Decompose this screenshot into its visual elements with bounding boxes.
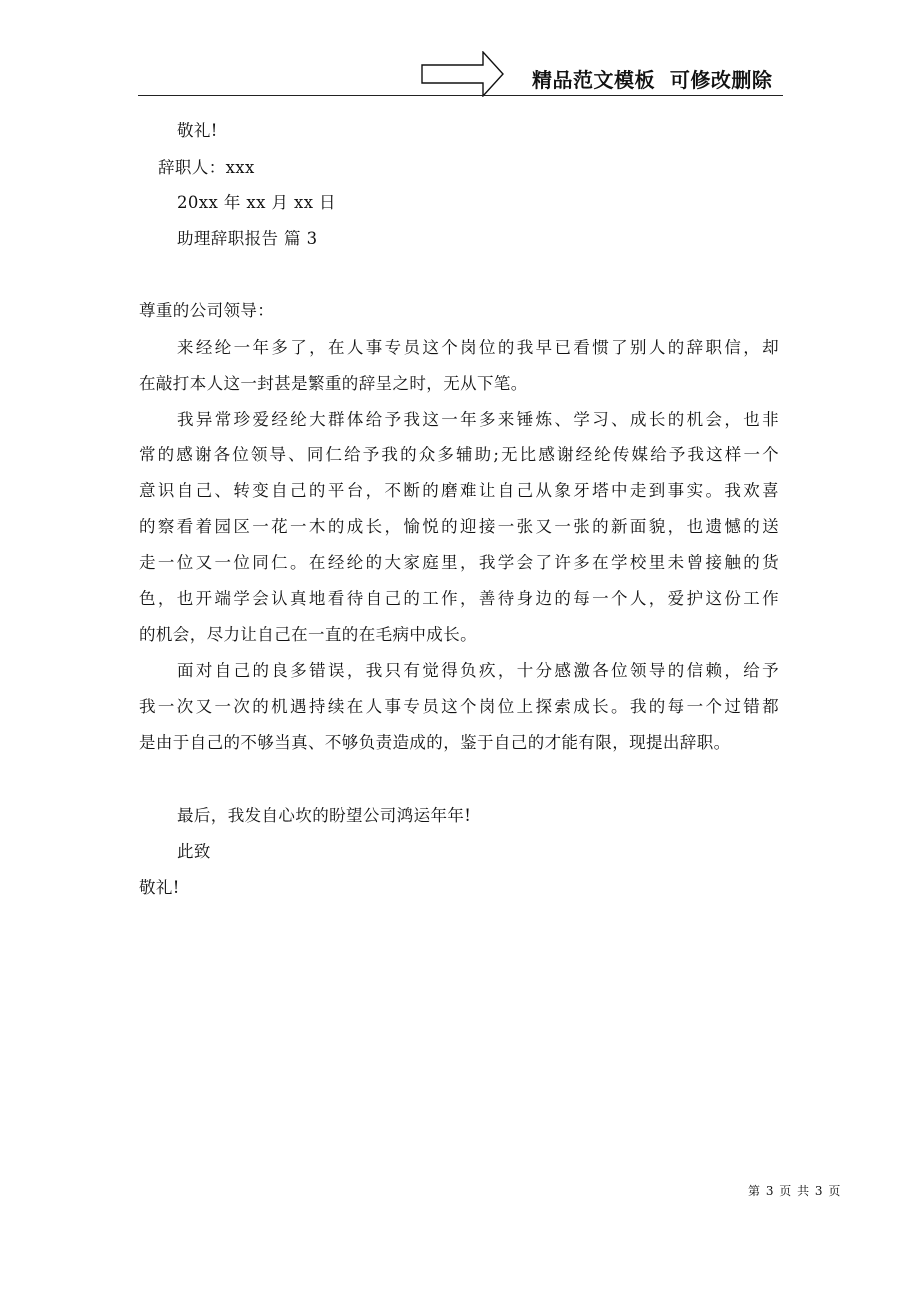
header-title: 精品范文模板 可修改删除 (532, 68, 773, 92)
date: 20xx 年 xx 月 xx 日 (177, 193, 336, 212)
section-title: 助理辞职报告 篇 3 (177, 229, 318, 248)
paragraph-line: 常的感谢各位领导、同仁给予我的众多辅助;无比感谢经纶传媒给予我这样一个 (139, 445, 779, 464)
arrow-right-icon (421, 51, 505, 97)
ci-zhi: 此致 (177, 842, 211, 861)
paragraph-line: 面对自己的良多错误，我只有觉得负疚，十分感激各位领导的信赖，给予 (177, 661, 779, 680)
salute-bottom: 敬礼! (139, 878, 180, 897)
paragraph-line: 的察看着园区一花一木的成长，愉悦的迎接一张又一张的新面貌，也遗憾的送 (139, 517, 779, 536)
paragraph-line: 是由于自己的不够当真、不够负责造成的，鉴于自己的才能有限，现提出辞职。 (139, 733, 731, 752)
header-rule (138, 95, 783, 96)
closing-wish: 最后，我发自心坎的盼望公司鸿运年年! (177, 806, 472, 825)
paragraph-line: 在敲打本人这一封甚是繁重的辞呈之时，无从下笔。 (139, 374, 528, 393)
signer: 辞职人：xxx (158, 158, 255, 177)
paragraph-line: 走一位又一位同仁。在经纶的大家庭里，我学会了许多在学校里未曾接触的货 (139, 553, 779, 572)
paragraph-line: 我一次又一次的机遇持续在人事专员这个岗位上探索成长。我的每一个过错都 (139, 697, 779, 716)
paragraph-line: 色，也开端学会认真地看待自己的工作，善待身边的每一个人，爱护这份工作 (139, 589, 779, 608)
page-number: 第 3 页 共 3 页 (748, 1184, 842, 1198)
greeting: 尊重的公司领导： (139, 301, 275, 320)
paragraph-line: 意识自己、转变自己的平台，不断的磨难让自己从象牙塔中走到事实。我欢喜 (139, 481, 779, 500)
paragraph-line: 来经纶一年多了，在人事专员这个岗位的我早已看惯了别人的辞职信，却 (177, 338, 779, 357)
salute-top: 敬礼! (177, 121, 218, 140)
paragraph-line: 我异常珍爱经纶大群体给予我这一年多来锤炼、学习、成长的机会，也非 (177, 410, 779, 429)
paragraph-line: 的机会，尽力让自己在一直的在毛病中成长。 (139, 625, 477, 644)
